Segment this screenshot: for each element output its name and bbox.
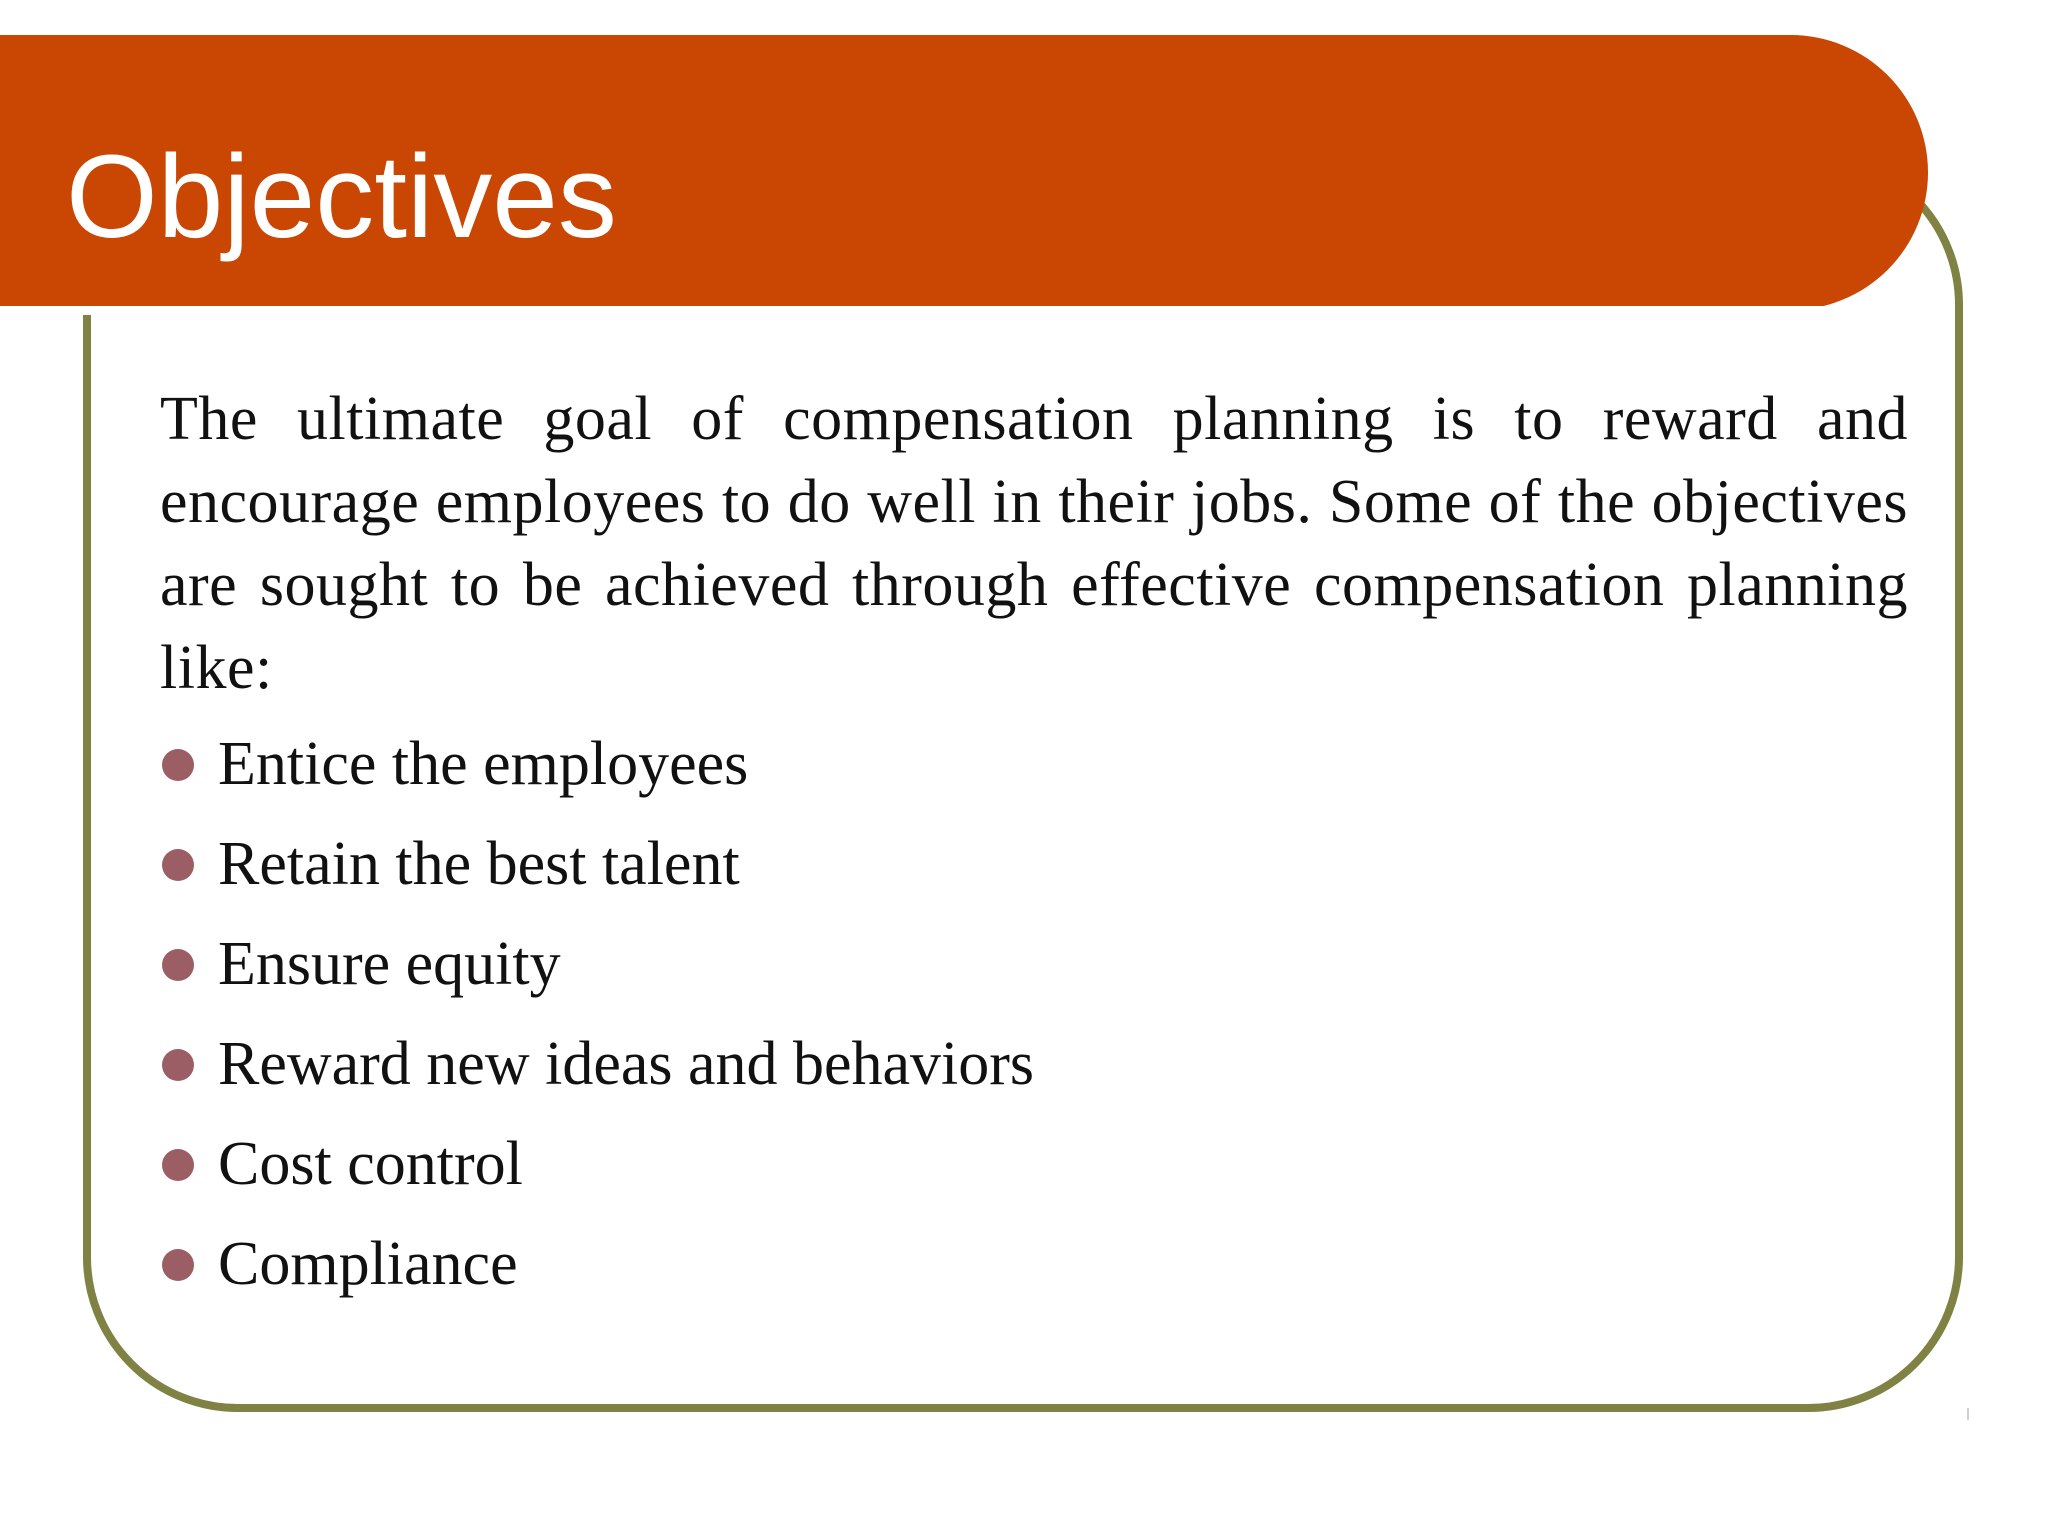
bullet-text: Reward new ideas and behaviors (218, 1030, 1035, 1098)
slide-title: Objectives (66, 131, 617, 263)
list-item (160, 1024, 1908, 1124)
title-banner (0, 35, 1928, 310)
list-item (160, 924, 1908, 1024)
bullet-text: Entice the employees (218, 730, 749, 798)
list-item (160, 1124, 1908, 1224)
corner-tick-mark (1967, 1408, 1969, 1420)
bullet-icon (162, 849, 194, 881)
bullet-icon (162, 1149, 194, 1181)
intro-paragraph: The ultimate goal of compensation planning is to reward and encourage employees to do well in their jobs. Some of the objectives are sought to be achieved through effective compensation planning like: (160, 385, 1908, 702)
bullet-text: Cost control (218, 1130, 523, 1198)
title-underline-rule (0, 306, 1828, 315)
objectives-list (160, 724, 1908, 1324)
bullet-icon (162, 1249, 194, 1281)
list-item (160, 824, 1908, 924)
bullet-icon (162, 1049, 194, 1081)
bullet-icon (162, 749, 194, 781)
list-item (160, 724, 1908, 824)
slide-body (160, 378, 1908, 1324)
bullet-text: Compliance (218, 1230, 518, 1298)
bullet-icon (162, 949, 194, 981)
bullet-text: Retain the best talent (218, 830, 740, 898)
bullet-text: Ensure equity (218, 930, 561, 998)
list-item (160, 1224, 1908, 1324)
